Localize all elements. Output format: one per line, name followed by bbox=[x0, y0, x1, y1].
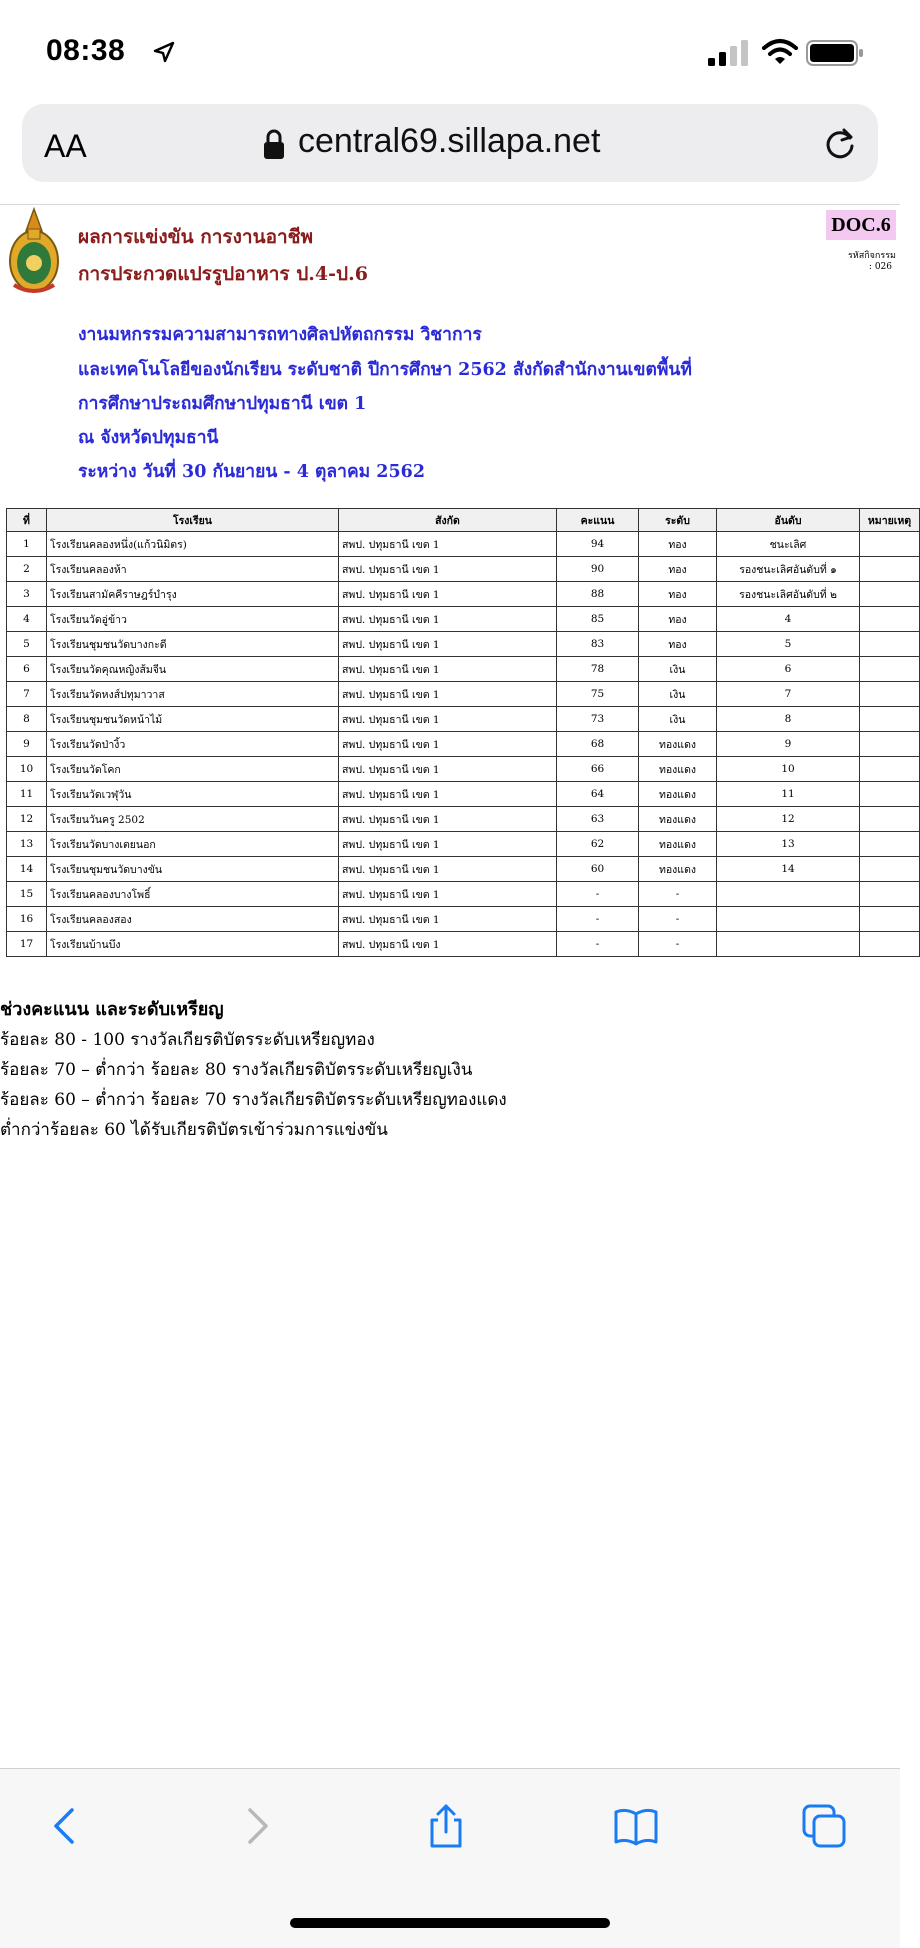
cell-school: โรงเรียนชุมชนวัดบางกะดี bbox=[47, 632, 339, 657]
cell-no: 2 bbox=[7, 557, 47, 582]
cell-school: โรงเรียนคลองสอง bbox=[47, 907, 339, 932]
url-text[interactable]: central69.sillapa.net bbox=[298, 122, 601, 160]
table-row bbox=[7, 557, 920, 582]
table-row bbox=[7, 857, 920, 882]
cell-school: โรงเรียนคลองบางโพธิ์ bbox=[47, 882, 339, 907]
header-no: ที่ bbox=[7, 509, 47, 532]
cell-rank: รองชนะเลิศอันดับที่ ๒ bbox=[717, 582, 860, 607]
event-line-4: ณ จังหวัดปทุมธานี bbox=[78, 428, 219, 448]
cell-remark bbox=[860, 582, 920, 607]
cell-school: โรงเรียนวัดป่างิ้ว bbox=[47, 732, 339, 757]
cell-remark bbox=[860, 832, 920, 857]
cell-affiliation: สพป. ปทุมธานี เขต 1 bbox=[339, 782, 557, 807]
cell-level: ทองแดง bbox=[639, 757, 717, 782]
cell-score: - bbox=[557, 907, 639, 932]
tabs-icon[interactable] bbox=[800, 1802, 848, 1850]
cell-level: เงิน bbox=[639, 657, 717, 682]
cell-score: 94 bbox=[557, 532, 639, 557]
cell-level: ทอง bbox=[639, 607, 717, 632]
cell-rank: 5 bbox=[717, 632, 860, 657]
cell-remark bbox=[860, 857, 920, 882]
cell-no: 3 bbox=[7, 582, 47, 607]
cell-school: โรงเรียนชุมชนวัดบางขัน bbox=[47, 857, 339, 882]
cell-no: 14 bbox=[7, 857, 47, 882]
table-row bbox=[7, 832, 920, 857]
cell-affiliation: สพป. ปทุมธานี เขต 1 bbox=[339, 657, 557, 682]
cell-level: - bbox=[639, 907, 717, 932]
cell-no: 13 bbox=[7, 832, 47, 857]
cell-level: ทองแดง bbox=[639, 807, 717, 832]
cell-no: 15 bbox=[7, 882, 47, 907]
cell-score: 88 bbox=[557, 582, 639, 607]
notes-line-participation: ต่ำกว่าร้อยละ 60 ได้รับเกียรติบัตรเข้าร่วมการแข่งขัน bbox=[0, 1120, 388, 1140]
cell-school: โรงเรียนชุมชนวัดหน้าไม้ bbox=[47, 707, 339, 732]
cellular-signal-icon bbox=[708, 40, 752, 66]
event-line-3: การศึกษาประถมศึกษาปทุมธานี เขต 1 bbox=[78, 394, 367, 414]
cell-no: 7 bbox=[7, 682, 47, 707]
text-size-label: AA bbox=[44, 128, 87, 164]
cell-score: - bbox=[557, 932, 639, 957]
text-size-button[interactable] bbox=[44, 128, 87, 165]
cell-level: ทอง bbox=[639, 532, 717, 557]
cell-score: 73 bbox=[557, 707, 639, 732]
cell-score: 83 bbox=[557, 632, 639, 657]
results-table bbox=[6, 508, 920, 957]
home-indicator bbox=[290, 1918, 610, 1928]
cell-no: 11 bbox=[7, 782, 47, 807]
cell-rank bbox=[717, 907, 860, 932]
table-row bbox=[7, 682, 920, 707]
cell-rank: 14 bbox=[717, 857, 860, 882]
table-row bbox=[7, 782, 920, 807]
cell-remark bbox=[860, 907, 920, 932]
cell-score: 85 bbox=[557, 607, 639, 632]
cell-affiliation: สพป. ปทุมธานี เขต 1 bbox=[339, 907, 557, 932]
cell-school: โรงเรียนวัดโคก bbox=[47, 757, 339, 782]
notes-heading: ช่วงคะแนน และระดับเหรียญ bbox=[0, 999, 224, 1020]
doc-code-badge: DOC.6 bbox=[826, 210, 896, 240]
cell-level: เงิน bbox=[639, 707, 717, 732]
cell-level: ทองแดง bbox=[639, 782, 717, 807]
cell-remark bbox=[860, 882, 920, 907]
event-line-2: และเทคโนโลยีของนักเรียน ระดับชาติ ปีการศึกษา 2562 สังกัดสำนักงานเขตพื้นที่ bbox=[78, 360, 692, 380]
back-icon[interactable] bbox=[42, 1802, 90, 1850]
cell-remark bbox=[860, 657, 920, 682]
cell-affiliation: สพป. ปทุมธานี เขต 1 bbox=[339, 732, 557, 757]
cell-no: 6 bbox=[7, 657, 47, 682]
cell-level: ทองแดง bbox=[639, 857, 717, 882]
cell-rank: รองชนะเลิศอันดับที่ ๑ bbox=[717, 557, 860, 582]
table-row bbox=[7, 657, 920, 682]
cell-rank: 11 bbox=[717, 782, 860, 807]
cell-level: ทองแดง bbox=[639, 832, 717, 857]
cell-remark bbox=[860, 682, 920, 707]
header-rank: อันดับ bbox=[717, 509, 860, 532]
cell-score: - bbox=[557, 882, 639, 907]
table-row bbox=[7, 807, 920, 832]
cell-affiliation: สพป. ปทุมธานี เขต 1 bbox=[339, 607, 557, 632]
cell-affiliation: สพป. ปทุมธานี เขต 1 bbox=[339, 582, 557, 607]
cell-level: - bbox=[639, 882, 717, 907]
cell-remark bbox=[860, 732, 920, 757]
table-header-row bbox=[7, 509, 920, 532]
cell-no: 17 bbox=[7, 932, 47, 957]
cell-affiliation: สพป. ปทุมธานี เขต 1 bbox=[339, 932, 557, 957]
cell-level: เงิน bbox=[639, 682, 717, 707]
cell-rank: 6 bbox=[717, 657, 860, 682]
share-icon[interactable] bbox=[422, 1802, 470, 1850]
event-line-5: ระหว่าง วันที่ 30 กันยายน - 4 ตุลาคม 2562 bbox=[78, 462, 426, 482]
status-bar bbox=[0, 0, 900, 100]
cell-level: ทอง bbox=[639, 632, 717, 657]
cell-remark bbox=[860, 807, 920, 832]
cell-no: 4 bbox=[7, 607, 47, 632]
cell-level: - bbox=[639, 932, 717, 957]
cell-remark bbox=[860, 757, 920, 782]
cell-school: โรงเรียนคลองห้า bbox=[47, 557, 339, 582]
cell-school: โรงเรียนวัดคุณหญิงส้มจีน bbox=[47, 657, 339, 682]
cell-remark bbox=[860, 532, 920, 557]
bookmarks-icon[interactable] bbox=[612, 1802, 660, 1850]
cell-score: 62 bbox=[557, 832, 639, 857]
cell-school: โรงเรียนวัดบางเตยนอก bbox=[47, 832, 339, 857]
address-bar-divider bbox=[0, 204, 900, 205]
cell-rank: 4 bbox=[717, 607, 860, 632]
cell-level: ทอง bbox=[639, 582, 717, 607]
cell-rank: 10 bbox=[717, 757, 860, 782]
location-arrow-icon bbox=[152, 40, 176, 64]
notes-line-gold: ร้อยละ 80 - 100 รางวัลเกียรติบัตรระดับเหรียญทอง bbox=[0, 1030, 375, 1050]
cell-school: โรงเรียนวัดอู่ข้าว bbox=[47, 607, 339, 632]
status-time: 08:38 bbox=[46, 34, 126, 67]
cell-affiliation: สพป. ปทุมธานี เขต 1 bbox=[339, 632, 557, 657]
table-row bbox=[7, 882, 920, 907]
event-line-1: งานมหกรรมความสามารถทางศิลปหัตถกรรม วิชาการ bbox=[78, 325, 482, 345]
cell-affiliation: สพป. ปทุมธานี เขต 1 bbox=[339, 682, 557, 707]
cell-school: โรงเรียนวันครู 2502 bbox=[47, 807, 339, 832]
cell-remark bbox=[860, 607, 920, 632]
cell-no: 8 bbox=[7, 707, 47, 732]
cell-school: โรงเรียนวัดหงส์ปทุมาวาส bbox=[47, 682, 339, 707]
doc-title-line1: ผลการแข่งขัน การงานอาชีพ bbox=[78, 226, 314, 248]
cell-affiliation: สพป. ปทุมธานี เขต 1 bbox=[339, 557, 557, 582]
cell-remark bbox=[860, 632, 920, 657]
activity-code-value: : 026 bbox=[868, 262, 892, 272]
cell-score: 63 bbox=[557, 807, 639, 832]
cell-rank: 7 bbox=[717, 682, 860, 707]
results-table-body bbox=[7, 532, 920, 957]
activity-code-label: รหัสกิจกรรม bbox=[847, 251, 896, 261]
cell-affiliation: สพป. ปทุมธานี เขต 1 bbox=[339, 882, 557, 907]
cell-affiliation: สพป. ปทุมธานี เขต 1 bbox=[339, 532, 557, 557]
doc-title-line2: การประกวดแปรรูปอาหาร ป.4-ป.6 bbox=[78, 263, 368, 285]
table-row bbox=[7, 607, 920, 632]
cell-affiliation: สพป. ปทุมธานี เขต 1 bbox=[339, 857, 557, 882]
cell-level: ทอง bbox=[639, 557, 717, 582]
header-score: คะแนน bbox=[557, 509, 639, 532]
table-row bbox=[7, 907, 920, 932]
cell-affiliation: สพป. ปทุมธานี เขต 1 bbox=[339, 707, 557, 732]
battery-icon bbox=[806, 40, 864, 66]
cell-affiliation: สพป. ปทุมธานี เขต 1 bbox=[339, 832, 557, 857]
table-row bbox=[7, 707, 920, 732]
lock-icon bbox=[262, 128, 286, 160]
obec-emblem-logo bbox=[8, 205, 60, 297]
cell-no: 5 bbox=[7, 632, 47, 657]
cell-score: 90 bbox=[557, 557, 639, 582]
cell-rank: 12 bbox=[717, 807, 860, 832]
cell-remark bbox=[860, 782, 920, 807]
table-row bbox=[7, 532, 920, 557]
cell-no: 1 bbox=[7, 532, 47, 557]
table-row bbox=[7, 582, 920, 607]
cell-no: 12 bbox=[7, 807, 47, 832]
cell-score: 66 bbox=[557, 757, 639, 782]
cell-rank: 13 bbox=[717, 832, 860, 857]
cell-rank: ชนะเลิศ bbox=[717, 532, 860, 557]
wifi-icon bbox=[762, 38, 798, 66]
cell-score: 64 bbox=[557, 782, 639, 807]
cell-remark bbox=[860, 557, 920, 582]
cell-score: 68 bbox=[557, 732, 639, 757]
cell-school: โรงเรียนวัดเวฬุวัน bbox=[47, 782, 339, 807]
notes-line-bronze: ร้อยละ 60 – ต่ำกว่า ร้อยละ 70 รางวัลเกียรติบัตรระดับเหรียญทองแดง bbox=[0, 1090, 507, 1110]
cell-score: 60 bbox=[557, 857, 639, 882]
cell-rank: 8 bbox=[717, 707, 860, 732]
cell-rank bbox=[717, 882, 860, 907]
reload-icon[interactable] bbox=[822, 126, 858, 162]
cell-affiliation: สพป. ปทุมธานี เขต 1 bbox=[339, 757, 557, 782]
forward-icon[interactable] bbox=[232, 1802, 280, 1850]
table-row bbox=[7, 732, 920, 757]
cell-school: โรงเรียนบ้านบึง bbox=[47, 932, 339, 957]
cell-rank: 9 bbox=[717, 732, 860, 757]
cell-remark bbox=[860, 707, 920, 732]
table-row bbox=[7, 757, 920, 782]
cell-score: 78 bbox=[557, 657, 639, 682]
cell-no: 10 bbox=[7, 757, 47, 782]
table-row bbox=[7, 632, 920, 657]
header-affiliation: สังกัด bbox=[339, 509, 557, 532]
notes-line-silver: ร้อยละ 70 – ต่ำกว่า ร้อยละ 80 รางวัลเกียรติบัตรระดับเหรียญเงิน bbox=[0, 1060, 473, 1080]
header-remark: หมายเหตุ bbox=[860, 509, 920, 532]
cell-no: 9 bbox=[7, 732, 47, 757]
cell-school: โรงเรียนสามัคคีราษฎร์บำรุง bbox=[47, 582, 339, 607]
cell-affiliation: สพป. ปทุมธานี เขต 1 bbox=[339, 807, 557, 832]
cell-rank bbox=[717, 932, 860, 957]
table-row bbox=[7, 932, 920, 957]
header-level: ระดับ bbox=[639, 509, 717, 532]
cell-no: 16 bbox=[7, 907, 47, 932]
cell-score: 75 bbox=[557, 682, 639, 707]
medal-criteria-notes bbox=[0, 995, 507, 1145]
header-school: โรงเรียน bbox=[47, 509, 339, 532]
cell-level: ทองแดง bbox=[639, 732, 717, 757]
cell-school: โรงเรียนคลองหนึ่ง(แก้วนิมิตร) bbox=[47, 532, 339, 557]
cell-remark bbox=[860, 932, 920, 957]
